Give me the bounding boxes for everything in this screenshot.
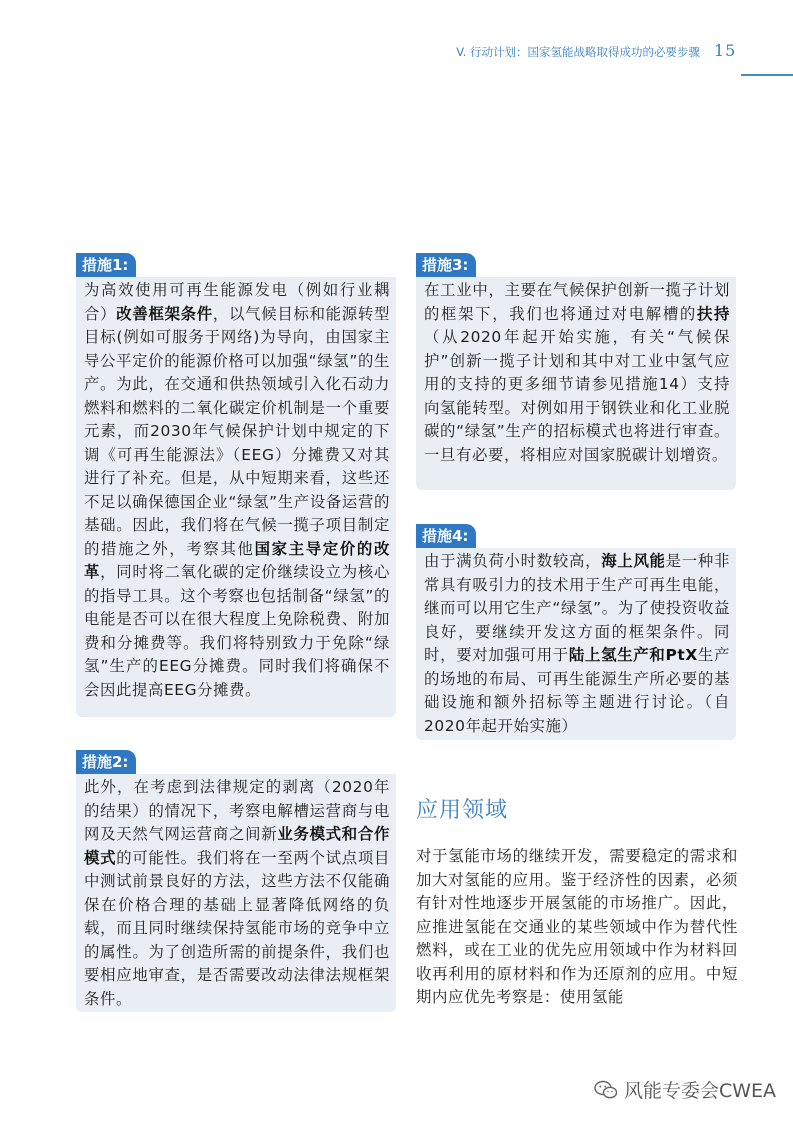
measure-1-bold-2: 国家主导定价的改革 xyxy=(84,539,390,581)
measure-1-text-3: ，同时将二氧化碳的定价继续设立为核心的指导工具。这个考察也包括制备“绿氢”的电能是否可以在很大程度上免除税费、附加费和分摊费等。我们将特别致力于免除“绿氢”生产的EEG分摊费。同时我们将确保不会因此提高EEG分摊费。 xyxy=(84,563,390,699)
measure-4-box xyxy=(416,548,736,740)
chapter-header: V. 行动计划：国家氢能战略取得成功的必要步骤 xyxy=(456,45,700,59)
measure-3-tag: 措施3: xyxy=(416,253,476,277)
measure-1-text-1: 为高效使用可再生能源发电（例如行业耦合） xyxy=(84,281,390,323)
measure-4-text-2: 是一种非常具有吸引力的技术用于生产可再生电能，继而可以用它生产“绿氢”。为了使投资收益良好，要继续开发这方面的框架条件。同时，要对加强可用于 xyxy=(424,552,730,664)
page-number: 15 xyxy=(714,41,737,60)
measure-2-text-1: 此外，在考虑到法律规定的剥离（2020年的结果）的情况下，考察电解槽运营商与电网及天然气网运营商之间新 xyxy=(84,778,390,843)
section-title: 应用领域 xyxy=(416,798,509,823)
watermark-text: 风能专委会CWEA xyxy=(624,1080,777,1102)
measure-1-box xyxy=(76,277,396,717)
measure-4-tag: 措施4: xyxy=(416,524,476,548)
measure-4-bold-1: 海上风能 xyxy=(601,552,666,570)
measure-2-text-2: 的可能性。我们将在一至两个试点项目中测试前景良好的方法，这些方法不仅能确保在价格合理的基础上显著降低网络的负载，而且同时继续保持氢能市场的竞争中立的属性。为了创造所需的前提条件，我们也要相应地审查，是否需要改动法律法规框架条件。 xyxy=(84,848,391,1008)
measure-3-text-1: 在工业中，主要在气候保护创新一揽子计划的框架下，我们也将通过对电解槽的 xyxy=(424,281,730,323)
measure-4-text-3: 生产的场地的布局、可再生能源生产所必要的基础设施和额外招标等主题进行讨论。（自2020年起开始实施） xyxy=(424,646,731,735)
measure-4-text-1: 由于满负荷小时数较高， xyxy=(424,552,602,570)
header-rule xyxy=(741,74,793,76)
watermark xyxy=(594,1076,776,1103)
measure-2-bold-1: 业务模式和合作模式 xyxy=(84,825,391,867)
measure-3-box xyxy=(416,277,736,490)
measure-2-tag: 措施2: xyxy=(76,750,136,774)
measure-2-box xyxy=(76,774,396,1012)
wechat-icon xyxy=(594,1080,618,1100)
measure-1-bold-1: 改善框架条件 xyxy=(116,304,213,323)
measure-3-text-2: （从2020年起开始实施，有关“气候保护”创新一揽子计划和其中对工业中氢气应用的支持的更多细节请参见措施14）支持向氢能转型。对例如用于钢铁业和化工业脱碳的“绿氢”生产的招标模式也将进行审查。一旦有必要，将相应对国家脱碳计划增资。 xyxy=(424,328,730,464)
measure-1-text-2: ，以气候目标和能源转型目标(例如可服务于网络)为导向，由国家主导公平定价的能源价格可以加强“绿氢”的生产。为此，在交通和供热领域引入化石动力燃料和燃料的二氧化碳定价机制是一个重要元素，而2030年气候保护计划中规定的下调《可再生能源法》（EEG）分摊费又对其进行了补充。但是，从中短期来看，这些还不足以确保德国企业“绿氢”生产设备运营的基础。因此，我们将在气候一揽子项目制定的措施之外，考察其他 xyxy=(84,304,391,558)
measure-3-bold-1: 扶持 xyxy=(696,304,731,323)
measure-1-tag: 措施1: xyxy=(76,253,136,277)
measure-4-bold-2: 陆上氢生产和PtX xyxy=(568,646,698,664)
section-body: 对于氢能市场的继续开发，需要稳定的需求和加大对氢能的应用。鉴于经济性的因素，必须有针对性地逐步开展氢能的市场推广。因此，应推进氢能在交通业的某些领域中作为替代性燃料，或在工业的优先应用领域中作为材料回收再利用的原材料和作为还原剂的应用。中短期内应优先考察是：使用氢能 xyxy=(416,847,738,1006)
